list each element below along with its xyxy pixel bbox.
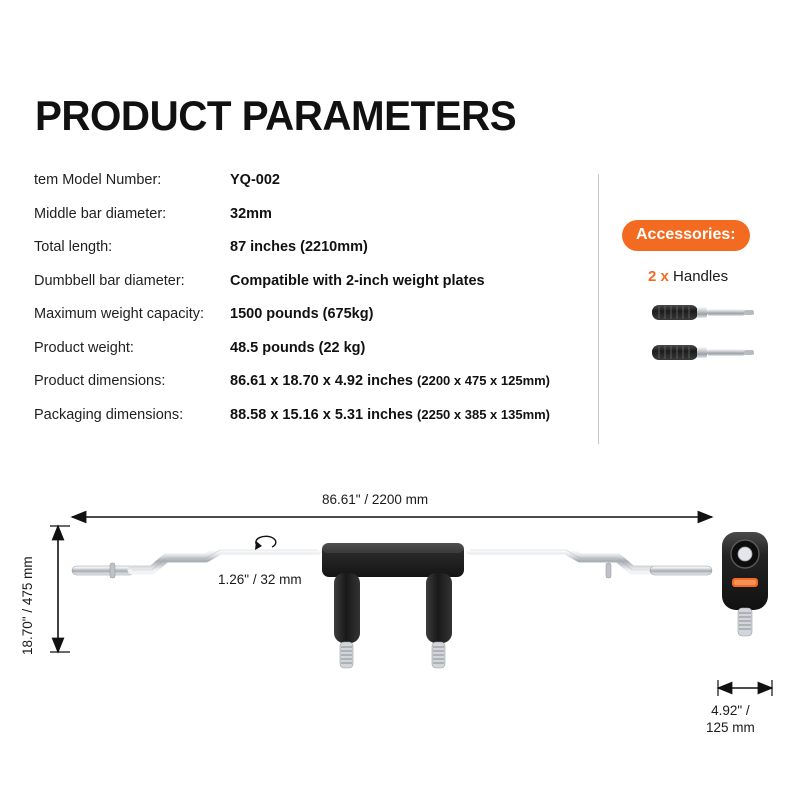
right-camber bbox=[470, 550, 652, 570]
accessories-quantity: 2 x bbox=[648, 268, 669, 285]
spec-value-sub: (2200 x 475 x 125mm) bbox=[417, 373, 551, 388]
product-diagram bbox=[0, 470, 800, 800]
depth-dimension-line2: 125 mm bbox=[706, 720, 755, 735]
depth-dimension-line1: 4.92" / bbox=[711, 703, 750, 718]
spec-value-text: 32mm bbox=[230, 205, 272, 222]
spec-value bbox=[230, 273, 485, 289]
spec-value bbox=[230, 340, 365, 356]
depth-dimension-label bbox=[706, 702, 755, 736]
center-block-highlight bbox=[322, 543, 464, 553]
spec-value-text: 88.58 x 15.16 x 5.31 inches bbox=[230, 406, 413, 423]
spec-value bbox=[230, 239, 368, 255]
right-post bbox=[426, 573, 452, 643]
accessories-label bbox=[648, 268, 728, 285]
spec-label: Maximum weight capacity: bbox=[34, 306, 205, 322]
table-row bbox=[34, 373, 594, 407]
spec-value bbox=[230, 373, 550, 389]
left-collar bbox=[110, 563, 115, 578]
spec-table bbox=[34, 172, 594, 440]
table-row bbox=[34, 273, 594, 307]
spec-label: Product dimensions: bbox=[34, 373, 166, 389]
left-post-stub bbox=[340, 642, 353, 668]
vertical-divider bbox=[598, 174, 599, 444]
table-row bbox=[34, 172, 594, 206]
height-dimension-label: 18.70" / 475 mm bbox=[20, 556, 35, 655]
accessories-badge: Accessories: bbox=[622, 220, 750, 251]
spec-value-text: 87 inches (2210mm) bbox=[230, 239, 368, 255]
spec-label: Dumbbell bar diameter: bbox=[34, 272, 185, 289]
right-collar bbox=[606, 563, 611, 578]
spec-value bbox=[230, 407, 550, 423]
left-post bbox=[334, 573, 360, 643]
table-row bbox=[34, 239, 594, 273]
spec-label: Middle bar diameter: bbox=[34, 205, 167, 222]
spec-value bbox=[230, 206, 272, 222]
spec-label: Product weight: bbox=[34, 339, 134, 356]
left-camber bbox=[132, 550, 318, 570]
spec-label: Packaging dimensions: bbox=[34, 406, 184, 423]
spec-value bbox=[230, 306, 373, 322]
spec-value-text: 86.61 x 18.70 x 4.92 inches bbox=[230, 373, 413, 389]
spec-value-text: 48.5 pounds (22 kg) bbox=[230, 339, 366, 356]
handle-image-1 bbox=[650, 302, 762, 324]
spec-label: Total length: bbox=[34, 239, 113, 255]
diagram-svg bbox=[0, 470, 800, 800]
spec-value-text: Compatible with 2-inch weight plates bbox=[230, 272, 485, 289]
table-row bbox=[34, 340, 594, 374]
table-row bbox=[34, 206, 594, 240]
left-sleeve bbox=[72, 566, 134, 575]
bar-diameter-dimension-label: 1.26" / 32 mm bbox=[218, 572, 302, 587]
table-row bbox=[34, 306, 594, 340]
spec-label: tem Model Number: bbox=[34, 172, 162, 188]
end-view bbox=[722, 532, 768, 636]
page-title: PRODUCT PARAMETERS bbox=[35, 92, 517, 139]
depth-dimension-line bbox=[718, 680, 772, 696]
spec-value-sub: (2250 x 385 x 135mm) bbox=[417, 406, 551, 422]
accessories-name: Handles bbox=[673, 268, 729, 285]
right-post-stub bbox=[432, 642, 445, 668]
spec-value bbox=[230, 172, 280, 188]
table-row bbox=[34, 407, 594, 441]
handle-image-2 bbox=[650, 342, 762, 364]
height-dimension-line bbox=[50, 526, 70, 652]
spec-value-text: YQ-002 bbox=[230, 172, 280, 188]
length-dimension-label: 86.61" / 2200 mm bbox=[322, 492, 429, 507]
spec-value-text: 1500 pounds (675kg) bbox=[230, 306, 374, 322]
right-sleeve bbox=[650, 566, 712, 575]
